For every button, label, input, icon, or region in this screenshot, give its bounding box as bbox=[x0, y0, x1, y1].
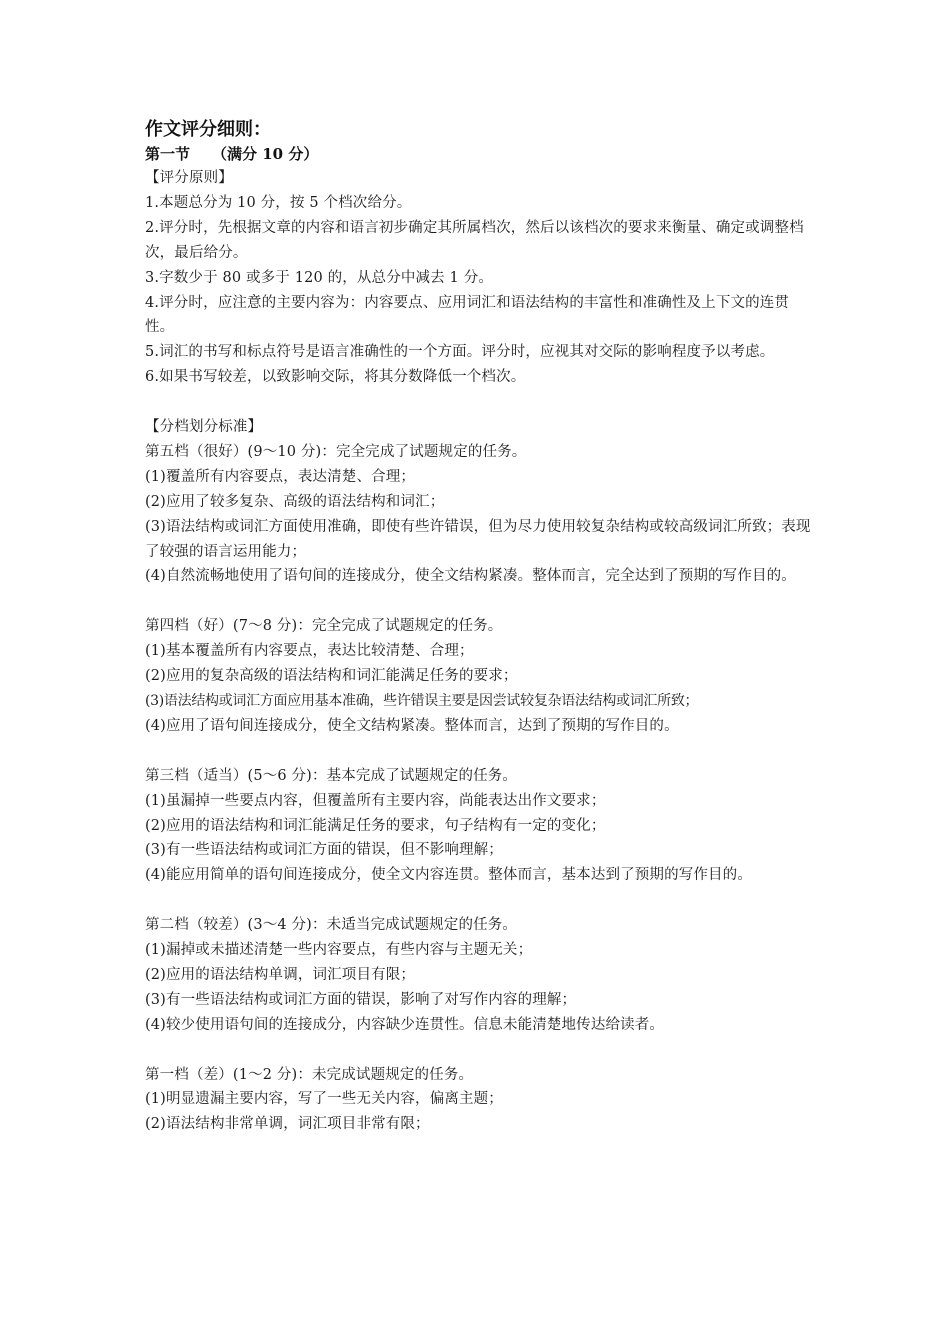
level-criterion: (2)应用的语法结构单调，词汇项目有限； bbox=[145, 966, 416, 983]
level-criterion: (1)明显遗漏主要内容，写了一些无关内容，偏离主题； bbox=[145, 1091, 503, 1108]
principle-item: 5.词汇的书写和标点符号是语言准确性的一个方面。评分时，应视其对交际的影响程度予以考虑。 bbox=[145, 344, 775, 361]
spacer bbox=[145, 1038, 815, 1063]
principle-item: 3.字数少于 80 或多于 120 的，从总分中减去 1 分。 bbox=[145, 269, 493, 286]
level-criterion: (4)应用了语句间连接成分，使全文结构紧凑。整体而言，达到了预期的写作目的。 bbox=[145, 717, 679, 734]
scoring-principles bbox=[145, 166, 815, 390]
level-criterion: (4)自然流畅地使用了语句间的连接成分，使全文结构紧凑。整体而言，完全达到了预期的写作目的。 bbox=[145, 568, 796, 585]
spacer bbox=[145, 589, 815, 614]
document-title: 作文评分细则： bbox=[145, 119, 271, 140]
section-heading bbox=[145, 142, 815, 166]
principle-item: 2.评分时，先根据文章的内容和语言初步确定其所属档次，然后以该档次的要求来衡量、确定或调整档次，最后给分。 bbox=[145, 219, 804, 261]
level-criterion: (3)有一些语法结构或词汇方面的错误，影响了对写作内容的理解； bbox=[145, 991, 577, 1008]
level-criterion: (1)基本覆盖所有内容要点，表达比较清楚、合理； bbox=[145, 643, 474, 660]
level-two bbox=[145, 913, 815, 1038]
level-five bbox=[145, 440, 815, 589]
level-criterion: (1)漏掉或未描述清楚一些内容要点，有些内容与主题无关； bbox=[145, 942, 533, 959]
principle-item: 1.本题总分为 10 分，按 5 个档次给分。 bbox=[145, 194, 412, 211]
spacer bbox=[145, 739, 815, 764]
level-criterion: (2)语法结构非常单调，词汇项目非常有限； bbox=[145, 1116, 430, 1133]
spacer bbox=[145, 888, 815, 913]
level-criterion: (2)应用的语法结构和词汇能满足任务的要求，句子结构有一定的变化； bbox=[145, 817, 606, 834]
level-criterion: (1)覆盖所有内容要点，表达清楚、合理； bbox=[145, 468, 416, 485]
level-criterion: (3)语法结构或词汇方面应用基本准确，些许错误主要是因尝试较复杂语法结构或词汇所致； bbox=[145, 693, 699, 709]
level-title: 第三档（适当）(5～6 分)：基本完成了试题规定的任务。 bbox=[145, 767, 518, 784]
level-three bbox=[145, 764, 815, 889]
level-criterion: (4)较少使用语句间的连接成分，内容缺少连贯性。信息未能清楚地传达给读者。 bbox=[145, 1016, 665, 1033]
level-criterion: (3)语法结构或词汇方面使用准确，即使有些许错误，但为尽力使用较复杂结构或较高级词汇所致；表现了较强的语言运用能力； bbox=[145, 518, 811, 560]
principle-item: 4.评分时，应注意的主要内容为：内容要点、应用词汇和语法结构的丰富性和准确性及上下文的连贯性。 bbox=[145, 294, 790, 336]
level-criterion: (1)虽漏掉一些要点内容，但覆盖所有主要内容，尚能表达出作文要求； bbox=[145, 792, 606, 809]
principles-heading: 【评分原则】 bbox=[145, 170, 233, 186]
grading-standards bbox=[145, 415, 815, 1137]
level-title: 第四档（好）(7～8 分)：完全完成了试题规定的任务。 bbox=[145, 618, 503, 635]
level-title: 第一档（差）(1～2 分)：未完成试题规定的任务。 bbox=[145, 1066, 474, 1083]
level-criterion: (2)应用了较多复杂、高级的语法结构和词汇； bbox=[145, 493, 445, 510]
level-title: 第二档（较差）(3～4 分)：未适当完成试题规定的任务。 bbox=[145, 917, 518, 934]
principle-item: 6.如果书写较差，以致影响交际，将其分数降低一个档次。 bbox=[145, 369, 526, 386]
level-four bbox=[145, 614, 815, 739]
section-name: 第一节 bbox=[145, 145, 191, 163]
document-body bbox=[145, 118, 815, 1137]
level-criterion: (4)能应用简单的语句间连接成分，使全文内容连贯。整体而言，基本达到了预期的写作目的。 bbox=[145, 867, 752, 884]
level-title: 第五档（很好）(9～10 分)：完全完成了试题规定的任务。 bbox=[145, 443, 527, 460]
standards-heading: 【分档划分标准】 bbox=[145, 419, 263, 436]
level-one bbox=[145, 1063, 815, 1138]
level-criterion: (2)应用的复杂高级的语法结构和词汇能满足任务的要求； bbox=[145, 668, 518, 685]
section-score: （满分 10 分） bbox=[212, 145, 319, 163]
spacer bbox=[145, 390, 815, 415]
level-criterion: (3)有一些语法结构或词汇方面的错误，但不影响理解； bbox=[145, 842, 503, 859]
